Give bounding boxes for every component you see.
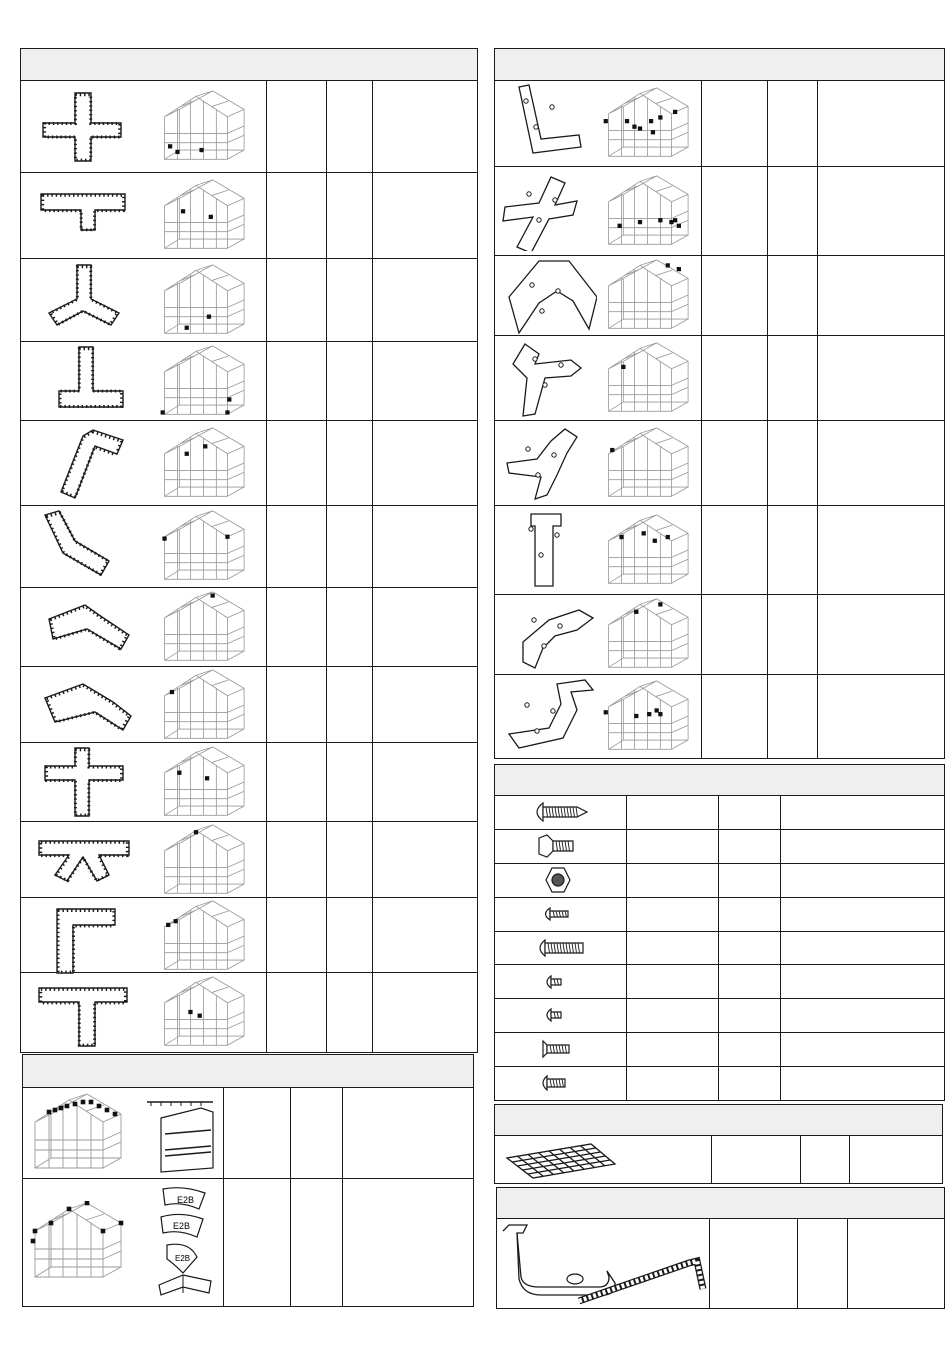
position-marker [194,830,198,834]
position-marker [225,410,229,414]
mesh-header [495,1105,942,1136]
position-marker [113,1112,118,1117]
plastic-connector-icon [35,589,135,667]
position-marker [209,215,213,219]
metal-bracket-icon [501,423,597,503]
plastic-connector-icon [35,343,135,421]
position-marker [634,714,638,718]
position-marker [604,119,608,123]
plastic-connector-icon [35,899,135,977]
position-marker [73,1102,78,1107]
position-marker [610,447,614,451]
position-marker [59,1106,64,1111]
position-marker [658,115,662,119]
brackets-row [495,166,944,256]
screws-row [495,931,944,966]
anchor-header [497,1188,944,1219]
screw-icon [525,899,595,929]
bolt-icon [525,831,595,861]
position-marker [33,1229,38,1234]
position-marker [168,144,172,148]
greenhouse-position-icon [159,745,255,819]
metal-bracket-icon [501,171,597,251]
screws-row [495,998,944,1033]
plastic-connector-icon [35,176,135,254]
greenhouse-position-icon [159,426,255,500]
position-marker [89,1100,94,1105]
covers-row-ridge [23,1088,473,1179]
screws-row [495,795,944,830]
plastic-connector-icon [35,507,135,585]
position-marker [105,1108,110,1113]
position-marker [638,126,642,130]
screw-icon [525,797,595,827]
position-marker [642,531,646,535]
position-marker [97,1104,102,1109]
covers-header [23,1055,473,1088]
position-marker [81,1100,86,1105]
screw-icon [525,1034,595,1064]
position-marker [677,267,681,271]
screws-row [495,829,944,864]
fittings-table [20,48,478,1053]
fittings-row [21,897,477,973]
position-marker [677,223,681,227]
position-marker [211,593,215,597]
metal-bracket-icon [501,596,597,676]
position-marker [119,1221,124,1226]
fittings-row [21,172,477,259]
position-marker [49,1221,54,1226]
position-marker [658,602,662,606]
greenhouse-position-icon [159,178,255,252]
position-marker [161,410,165,414]
greenhouse-position-icon [159,899,255,973]
position-marker [185,325,189,329]
covers-table [22,1054,474,1307]
position-marker [227,397,231,401]
fittings-row [21,341,477,421]
position-marker [619,534,623,538]
position-marker [205,776,209,780]
covers-row-corners [23,1179,473,1306]
position-marker [625,119,629,123]
fittings-row [21,587,477,667]
greenhouse-position-icon [29,1201,133,1281]
position-marker [647,712,651,716]
corner-cover-icon [153,1183,223,1301]
position-marker [53,1108,58,1113]
plastic-connector-icon [35,668,135,746]
position-marker [632,125,636,129]
position-marker [31,1239,36,1244]
greenhouse-position-icon [29,1092,129,1172]
position-marker [673,218,677,222]
position-marker [207,314,211,318]
brackets-row [495,505,944,595]
brackets-row [495,674,944,758]
greenhouse-position-icon [159,668,255,742]
brackets-header [495,49,944,81]
position-marker [175,150,179,154]
brackets-table [494,48,945,759]
fittings-row [21,972,477,1052]
metal-bracket-icon [501,257,597,337]
brackets-row [495,255,944,336]
greenhouse-position-icon [603,174,699,248]
position-marker [658,218,662,222]
position-marker [177,770,181,774]
metal-bracket-icon [501,83,597,163]
fittings-row [21,258,477,342]
position-marker [666,263,670,267]
screws-row [495,1032,944,1067]
metal-bracket-icon [501,676,597,756]
anchor-row [497,1219,944,1308]
brackets-row [495,80,944,167]
fittings-row [21,420,477,506]
fittings-row [21,80,477,173]
greenhouse-position-icon [603,258,699,332]
position-marker [653,538,657,542]
greenhouse-position-icon [603,86,699,160]
position-marker [101,1229,106,1234]
position-marker [85,1201,90,1205]
plastic-connector-icon [35,974,135,1052]
position-marker [651,130,655,134]
position-marker [649,119,653,123]
position-marker [65,1104,70,1109]
fittings-row [21,821,477,898]
greenhouse-position-icon [603,426,699,500]
position-marker [655,708,659,712]
position-marker [199,148,203,152]
position-marker [225,535,229,539]
metal-bracket-icon [501,338,597,418]
screw-icon [525,967,595,997]
greenhouse-position-icon [159,590,255,664]
position-marker [673,110,677,114]
position-marker [166,923,170,927]
screws-header [495,765,944,796]
position-marker [621,364,625,368]
greenhouse-position-icon [603,341,699,415]
greenhouse-position-icon [159,263,255,337]
brackets-row [495,335,944,421]
cover-label: E2B [175,1254,191,1263]
position-marker [181,209,185,213]
bolt-icon [525,933,595,963]
position-marker [666,534,670,538]
screw-icon [525,1000,595,1030]
fittings-row [21,666,477,743]
screws-row [495,863,944,898]
position-marker [638,219,642,223]
plastic-connector-icon [35,87,135,165]
bolt-icon [525,1068,595,1098]
position-marker [634,610,638,614]
mesh-table [494,1104,943,1184]
position-marker [174,919,178,923]
greenhouse-position-icon [159,823,255,897]
plastic-connector-icon [35,744,135,822]
screws-row [495,1066,944,1100]
greenhouse-position-icon [159,344,255,418]
greenhouse-position-icon [159,975,255,1049]
screws-row [495,965,944,1000]
greenhouse-position-icon [603,597,699,671]
position-marker [47,1110,52,1115]
plastic-connector-icon [35,261,135,339]
nut-icon [525,865,595,895]
position-marker [604,710,608,714]
screws-row [495,897,944,932]
position-marker [185,451,189,455]
position-marker [67,1207,72,1212]
position-marker [198,1014,202,1018]
fittings-header [21,49,477,81]
fittings-row [21,742,477,822]
brackets-row [495,594,944,675]
fittings-row [21,505,477,588]
greenhouse-position-icon [159,509,255,583]
greenhouse-position-icon [603,513,699,587]
position-marker [188,1010,192,1014]
brackets-row [495,420,944,506]
anchor-table [496,1187,945,1309]
position-marker [203,444,207,448]
greenhouse-position-icon [159,89,255,163]
mesh-panel-icon [503,1140,623,1180]
position-marker [618,223,622,227]
mesh-row [495,1136,942,1183]
ground-anchor-icon [499,1221,709,1307]
plastic-connector-icon [35,823,135,901]
plastic-connector-icon [35,424,135,502]
cover-label: E2B [173,1221,191,1231]
position-marker [162,536,166,540]
position-marker [658,712,662,716]
position-marker [170,690,174,694]
position-marker [669,219,673,223]
cover-label: E2B [177,1195,195,1205]
greenhouse-position-icon [603,679,699,753]
metal-bracket-icon [501,510,597,590]
screws-table [494,764,945,1101]
ridge-cover-icon [141,1094,221,1174]
